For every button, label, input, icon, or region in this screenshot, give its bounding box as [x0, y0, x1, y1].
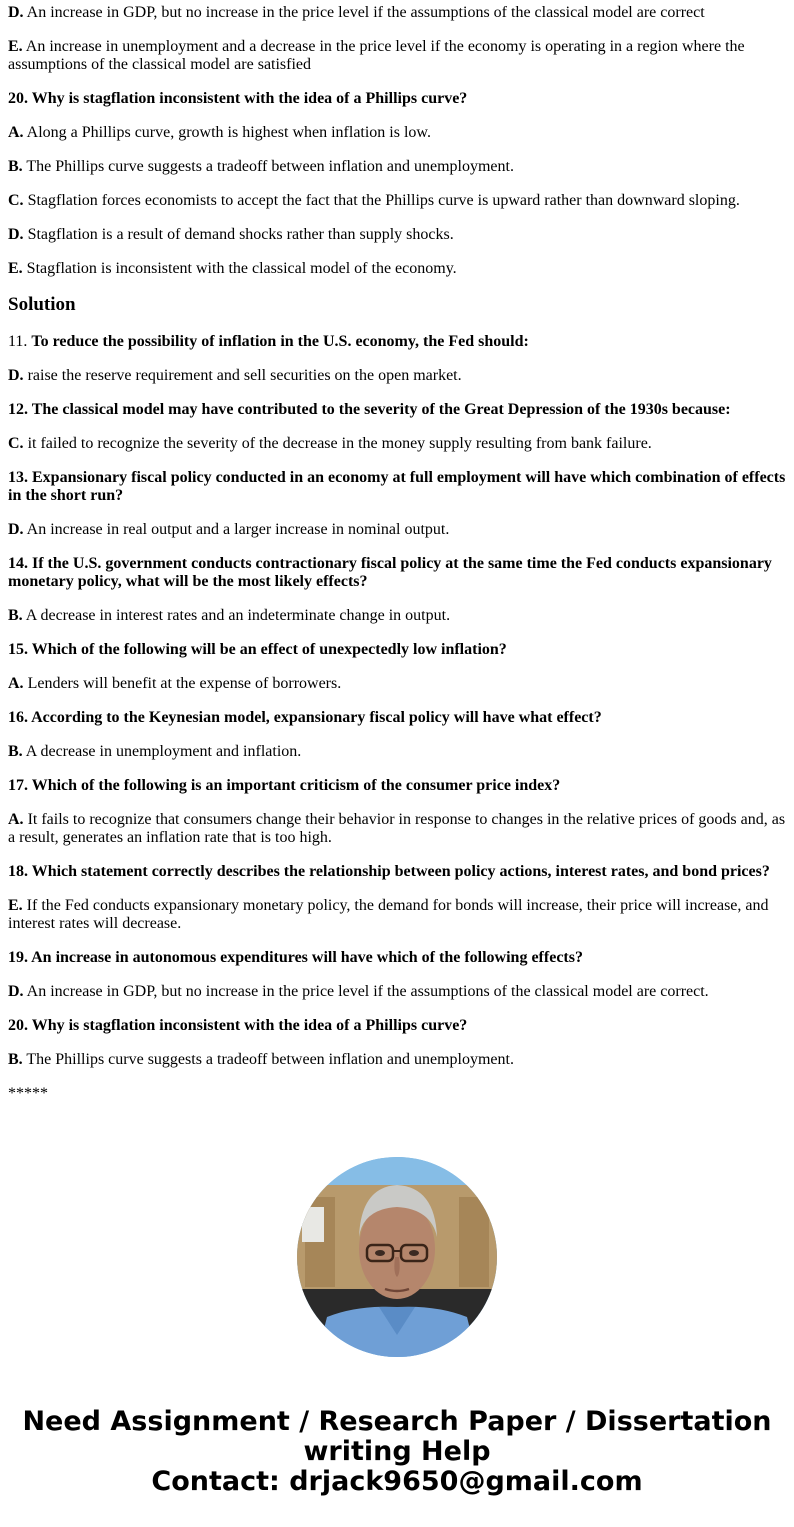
option-d: [8, 4, 786, 22]
solution-answer-19: [8, 983, 786, 1001]
answer-letter: B.: [8, 1051, 23, 1068]
author-photo-icon: [297, 1157, 497, 1357]
question-title: 12. The classical model may have contributed to the severity of the Great Depression of the 1930s because:: [8, 401, 731, 418]
solution-answer-13: [8, 521, 786, 539]
option-c: [8, 192, 786, 210]
option-text: Stagflation is inconsistent with the classical model of the economy.: [22, 260, 457, 277]
answer-letter: D.: [8, 521, 24, 538]
option-letter: E.: [8, 38, 23, 55]
document-body: [0, 4, 794, 1103]
answer-text: An increase in real output and a larger increase in nominal output.: [23, 521, 450, 538]
solution-question-12: [8, 401, 786, 419]
answer-letter: D.: [8, 367, 24, 384]
question-20: [8, 90, 786, 108]
solution-question-20: [8, 1017, 786, 1035]
option-text: The Phillips curve suggests a tradeoff between inflation and unemployment.: [22, 158, 514, 175]
question-title: 15. Which of the following will be an effect of unexpectedly low inflation?: [8, 641, 507, 658]
answer-letter: B.: [8, 607, 23, 624]
solution-heading: Solution: [8, 294, 76, 315]
question-title: 17. Which of the following is an important criticism of the consumer price index?: [8, 777, 561, 794]
banner-contact-email: Contact: drjack9650@gmail.com: [151, 1466, 643, 1497]
solution-answer-18: [8, 897, 786, 933]
separator: *****: [8, 1085, 48, 1102]
question-title: 14. If the U.S. government conducts contractionary fiscal policy at the same time the Fed conducts expansionary monetary policy, what will be the most likely effects?: [8, 555, 772, 590]
option-letter: D.: [8, 4, 24, 21]
question-title: 18. Which statement correctly describes the relationship between policy actions, interest rates, and bond prices?: [8, 863, 770, 880]
question-title: To reduce the possibility of inflation in the U.S. economy, the Fed should:: [31, 333, 529, 350]
answer-text: The Phillips curve suggests a tradeoff between inflation and unemployment.: [22, 1051, 514, 1068]
question-title: 19. An increase in autonomous expenditures will have which of the following effects?: [8, 949, 583, 966]
solution-question-18: [8, 863, 786, 881]
solution-answer-11: [8, 367, 786, 385]
question-title: 20. Why is stagflation inconsistent with the idea of a Phillips curve?: [8, 90, 468, 107]
solution-question-14: [8, 555, 786, 591]
solution-question-16: [8, 709, 786, 727]
answer-letter: D.: [8, 983, 24, 1000]
question-title: 20. Why is stagflation inconsistent with the idea of a Phillips curve?: [8, 1017, 468, 1034]
option-e: [8, 38, 786, 74]
option-e: [8, 260, 786, 278]
answer-text: A decrease in unemployment and inflation.: [22, 743, 302, 760]
answer-letter: E.: [8, 897, 23, 914]
option-letter: B.: [8, 158, 23, 175]
banner-line-2: writing Help: [303, 1436, 491, 1467]
option-letter: A.: [8, 124, 24, 141]
option-a: [8, 124, 786, 142]
option-text: An increase in GDP, but no increase in the price level if the assumptions of the classical model are correct: [23, 4, 705, 21]
question-number: 11.: [8, 333, 32, 350]
answer-text: An increase in GDP, but no increase in the price level if the assumptions of the classical model are correct.: [23, 983, 709, 1000]
option-letter: C.: [8, 192, 24, 209]
answer-text: It fails to recognize that consumers change their behavior in response to changes in the relative prices of goods and, as a result, generates an inflation rate that is too high.: [8, 811, 786, 846]
option-d: [8, 226, 786, 244]
question-title: 16. According to the Keynesian model, expansionary fiscal policy will have what effect?: [8, 709, 602, 726]
option-text: Stagflation is a result of demand shocks rather than supply shocks.: [23, 226, 454, 243]
answer-letter: C.: [8, 435, 24, 452]
option-text: Stagflation forces economists to accept the fact that the Phillips curve is upward rather than downward sloping.: [23, 192, 740, 209]
option-b: [8, 158, 786, 176]
question-title: 13. Expansionary fiscal policy conducted in an economy at full employment will have which combination of effects in the short run?: [8, 469, 786, 504]
solution-question-17: [8, 777, 786, 795]
answer-letter: A.: [8, 811, 24, 828]
solution-answer-16: [8, 743, 786, 761]
solution-answer-15: [8, 675, 786, 693]
answer-letter: B.: [8, 743, 23, 760]
answer-text: If the Fed conducts expansionary monetary policy, the demand for bonds will increase, their price will increase, and interest rates will decrease.: [8, 897, 769, 932]
author-avatar: [297, 1157, 497, 1357]
solution-answer-20: [8, 1051, 786, 1069]
answer-text: it failed to recognize the severity of the decrease in the money supply resulting from bank failure.: [23, 435, 652, 452]
contact-banner: [0, 1407, 794, 1497]
answer-text: A decrease in interest rates and an indeterminate change in output.: [22, 607, 451, 624]
option-text: An increase in unemployment and a decrease in the price level if the economy is operating in a region where the assumptions of the classical model are satisfied: [8, 38, 745, 73]
banner-line-1: Need Assignment / Research Paper / Dissertation: [22, 1406, 772, 1437]
answer-text: raise the reserve requirement and sell securities on the open market.: [23, 367, 462, 384]
solution-answer-17: [8, 811, 786, 847]
solution-answer-14: [8, 607, 786, 625]
solution-question-11: [8, 333, 786, 351]
solution-question-15: [8, 641, 786, 659]
solution-question-19: [8, 949, 786, 967]
option-text: Along a Phillips curve, growth is highest when inflation is low.: [23, 124, 431, 141]
solution-question-13: [8, 469, 786, 505]
option-letter: D.: [8, 226, 24, 243]
option-letter: E.: [8, 260, 23, 277]
answer-text: Lenders will benefit at the expense of borrowers.: [23, 675, 342, 692]
solution-answer-12: [8, 435, 786, 453]
answer-letter: A.: [8, 675, 24, 692]
